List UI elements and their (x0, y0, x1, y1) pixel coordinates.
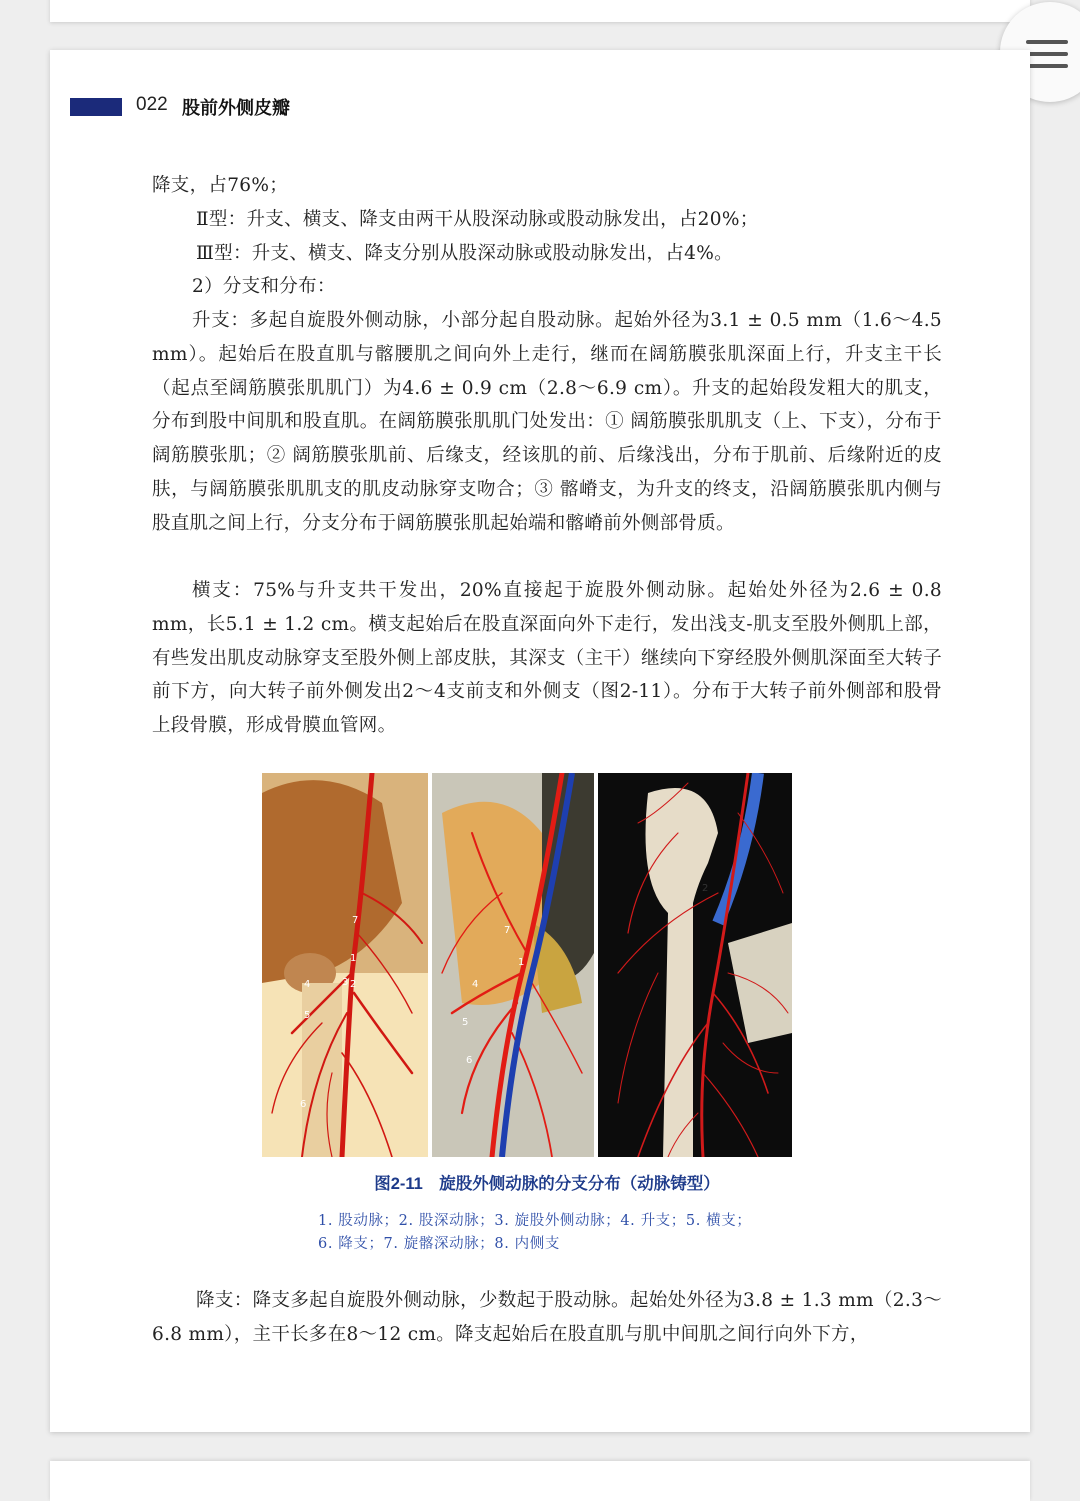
panel3-label-2: 2 (702, 883, 709, 894)
next-page-edge (50, 1461, 1030, 1501)
paragraph-descending-branch: 降支：降支多起自旋股外侧动脉，少数起于股动脉。起始处外径为3.8 ± 1.3 mm（2.3～6.8 mm），主干长多在8～12 cm。降支起始后在股直肌与肌中间肌之间行向外下方， (152, 1290, 942, 1345)
paragraph-3: Ⅲ型：升支、横支、降支分别从股深动脉或股动脉发出，占4%。 (196, 243, 733, 264)
menu-icon (1026, 40, 1068, 44)
figure-legend-line-2: 6. 降支；7. 旋髂深动脉；8. 内侧支 (318, 1236, 560, 1252)
figure-panel-2 (432, 773, 594, 1157)
panel1-label-6: 6 (300, 1099, 307, 1110)
previous-page-edge (50, 0, 1030, 22)
panel2-label-4: 4 (472, 979, 479, 990)
paragraph-4: 2）分支和分布： (192, 276, 336, 297)
panel1-label-3: 3 (342, 977, 349, 988)
header-color-bar (70, 98, 122, 116)
document-page (50, 50, 1030, 1432)
figure-2-11 (262, 773, 794, 1157)
panel1-label-7: 7 (352, 915, 359, 926)
panel2-label-5: 5 (462, 1017, 469, 1028)
panel2-label-1: 1 (518, 957, 525, 968)
figure-panel-1 (262, 773, 428, 1157)
chapter-title: 股前外侧皮瓣 (182, 98, 290, 118)
paragraph-2: Ⅱ型：升支、横支、降支由两干从股深动脉或股动脉发出，占20%； (196, 209, 759, 230)
paragraph-1: 降支，占76%； (152, 175, 289, 196)
panel2-label-6: 6 (466, 1055, 473, 1066)
page-number: 022 (136, 94, 168, 115)
paragraph-transverse-branch: 横支：75%与升支共干发出，20%直接起于旋股外侧动脉。起始处外径为2.6 ± 0.8 mm，长5.1 ± 1.2 cm。横支起始后在股直深面向外下走行，发出浅支-肌支至股外侧肌上部，有些发出肌皮动脉穿支至股外侧上部皮肤，其深支（主干）继续向下穿经股外侧肌深面至大转子前下方，向大转子前外侧发出2～4支前支和外侧支（图2-11）。分布于大转子前外侧部和股骨上段骨膜，形成骨膜血管网。 (152, 580, 942, 737)
figure-legend-line-1: 1. 股动脉；2. 股深动脉；3. 旋股外侧动脉；4. 升支；5. 横支； (318, 1213, 752, 1229)
panel1-label-5: 5 (304, 1010, 311, 1021)
panel2-label-7: 7 (504, 925, 511, 936)
figure-panel-3 (598, 773, 792, 1157)
paragraph-ascending-branch: 升支：多起自旋股外侧动脉，小部分起自股动脉。起始外径为3.1 ± 0.5 mm（1.6～4.5 mm）。起始后在股直肌与髂腰肌之间向外上走行，继而在阔筋膜张肌深面上行，升支主干长（起点至阔筋膜张肌肌门）为4.6 ± 0.9 cm（2.8～6.9 cm）。升支的起始段发粗大的肌支，分布到股中间肌和股直肌。在阔筋膜张肌肌门处发出：① 阔筋膜张肌肌支（上、下支），分布于阔筋膜张肌；② 阔筋膜张肌前、后缘支，经该肌的前、后缘浅出，分布于肌前、后缘附近的皮肤，与阔筋膜张肌肌支的肌皮动脉穿支吻合；③ 髂嵴支，为升支的终支，沿阔筋膜张肌内侧与股直肌之间上行，分支分布于阔筋膜张肌起始端和髂嵴前外侧部骨质。 (152, 310, 942, 534)
panel1-label-4: 4 (304, 979, 311, 990)
panel1-label-2: 2 (350, 979, 357, 990)
figure-caption: 图2-11 旋股外侧动脉的分支分布（动脉铸型） (374, 1175, 720, 1193)
panel1-label-1: 1 (350, 953, 357, 964)
